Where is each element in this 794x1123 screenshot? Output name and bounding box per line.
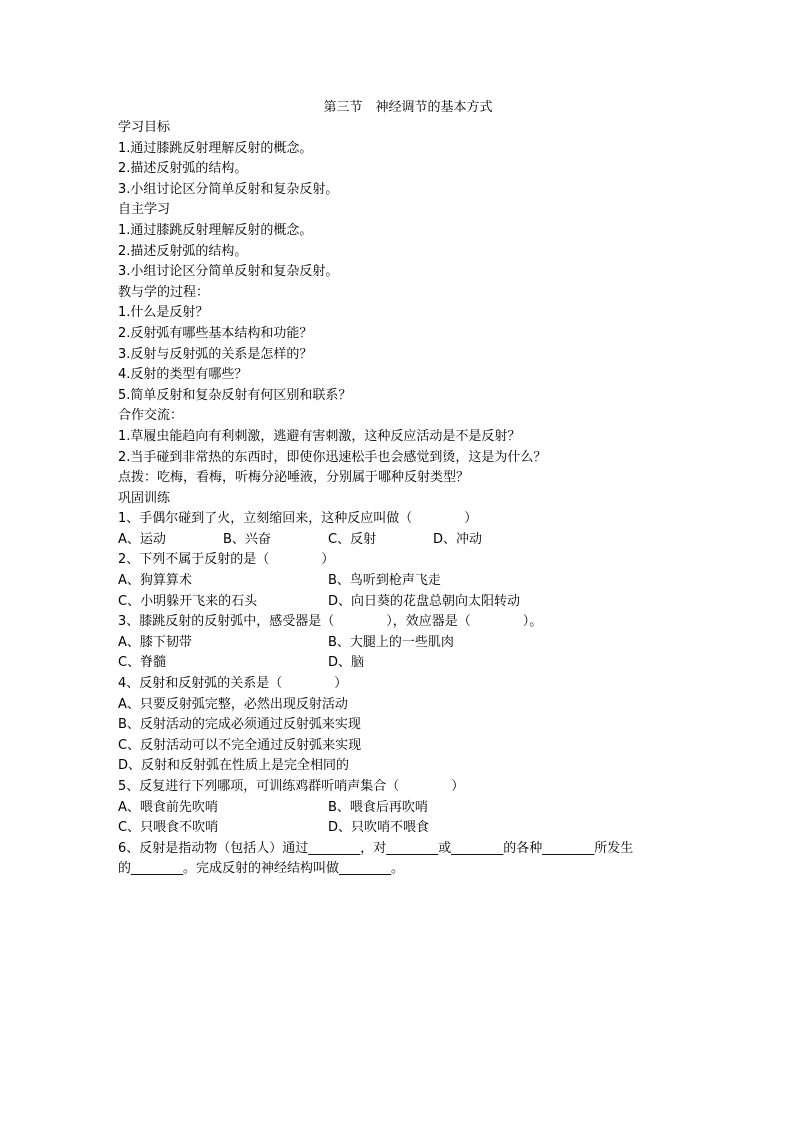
process-item: 1.什么是反射？ xyxy=(118,305,209,321)
question-3-options-row1 xyxy=(118,633,688,654)
option-b: B、反射活动的完成必须通过反射弧来实现 xyxy=(118,717,361,733)
question-1: 1、手偶尔碰到了火，立刻缩回来，这种反应叫做（ ） xyxy=(118,511,478,527)
question-2-options-row2 xyxy=(118,592,688,613)
page-title: 第三节 神经调节的基本方式 xyxy=(323,100,493,115)
goals-heading: 学习目标 xyxy=(118,120,171,135)
worksheet-page xyxy=(118,98,688,880)
option-b: B、大腿上的一些肌肉 xyxy=(328,634,454,650)
question-4: 4、反射和反射弧的关系是（ ） xyxy=(118,676,348,692)
question-5-options-row1 xyxy=(118,798,688,819)
goal-item: 3.小组讨论区分简单反射和复杂反射。 xyxy=(118,181,339,197)
option-b: B、兴奋 xyxy=(223,531,271,547)
process-item: 5.简单反射和复杂反射有何区别和联系？ xyxy=(118,387,352,403)
option-b: B、鸟听到枪声飞走 xyxy=(328,573,441,589)
process-heading: 教与学的过程： xyxy=(118,284,210,300)
self-study-item: 3.小组讨论区分简单反射和复杂反射。 xyxy=(118,264,339,280)
cooperation-item: 1.草履虫能趋向有利刺激，逃避有害刺激，这种反应活动是不是反射？ xyxy=(118,428,521,444)
option-d: D、反射和反射弧在性质上是完全相同的 xyxy=(118,758,350,774)
option-c: C、只喂食不吹哨 xyxy=(118,820,219,836)
question-3-options-row2 xyxy=(118,653,688,674)
option-c: C、反射活动可以不完全通过反射弧来实现 xyxy=(118,737,362,753)
question-2-options-row1 xyxy=(118,571,688,592)
cooperation-hint: 点拨：吃梅，看梅，听梅分泌唾液，分别属于哪种反射类型？ xyxy=(118,470,470,486)
cooperation-heading: 合作交流： xyxy=(118,408,184,424)
process-item: 3.反射与反射弧的关系是怎样的？ xyxy=(118,346,313,362)
practice-heading: 巩固训练 xyxy=(118,490,171,506)
option-d: D、脑 xyxy=(328,655,365,671)
option-a: A、运动 xyxy=(118,531,166,547)
option-c: C、脊髓 xyxy=(118,655,167,671)
question-1-options xyxy=(118,530,688,551)
self-study-item: 1.通过膝跳反射理解反射的概念。 xyxy=(118,222,313,238)
process-item: 2.反射弧有哪些基本结构和功能？ xyxy=(118,325,313,341)
self-study-heading: 自主学习 xyxy=(118,202,171,218)
cooperation-item: 2.当手碰到非常热的东西时，即使你迅速松手也会感觉到烫，这是为什么？ xyxy=(118,449,547,465)
option-d: D、冲动 xyxy=(433,531,483,547)
self-study-item: 2.描述反射弧的结构。 xyxy=(118,243,248,259)
question-5-options-row2 xyxy=(118,818,688,839)
option-c: C、小明躲开飞来的石头 xyxy=(118,593,258,609)
option-c: C、反射 xyxy=(328,531,377,547)
option-a: A、喂食前先吹哨 xyxy=(118,799,218,815)
question-2: 2、下列不属于反射的是（ ） xyxy=(118,552,335,568)
option-b: B、喂食后再吹哨 xyxy=(328,799,428,815)
question-6-line-2: 的________。完成反射的神经结构叫做________。 xyxy=(118,861,405,877)
goal-item: 2.描述反射弧的结构。 xyxy=(118,161,248,177)
goal-item: 1.通过膝跳反射理解反射的概念。 xyxy=(118,140,313,156)
question-5: 5、反复进行下列哪项，可训练鸡群听哨声集合（ ） xyxy=(118,779,465,794)
process-item: 4.反射的类型有哪些？ xyxy=(118,367,248,383)
option-d: D、只吹哨不喂食 xyxy=(328,820,430,836)
option-a: A、只要反射弧完整，必然出现反射活动 xyxy=(118,696,348,712)
option-a: A、膝下韧带 xyxy=(118,634,192,650)
question-6-line-1: 6、反射是指动物（包括人）通过________，对________或________的各种________所发生 xyxy=(118,840,634,856)
question-3: 3、膝跳反射的反射弧中，感受器是（ ），效应器是（ ）。 xyxy=(118,614,543,630)
option-d: D、向日葵的花盘总朝向太阳转动 xyxy=(328,593,521,609)
option-a: A、狗算算术 xyxy=(118,573,192,589)
